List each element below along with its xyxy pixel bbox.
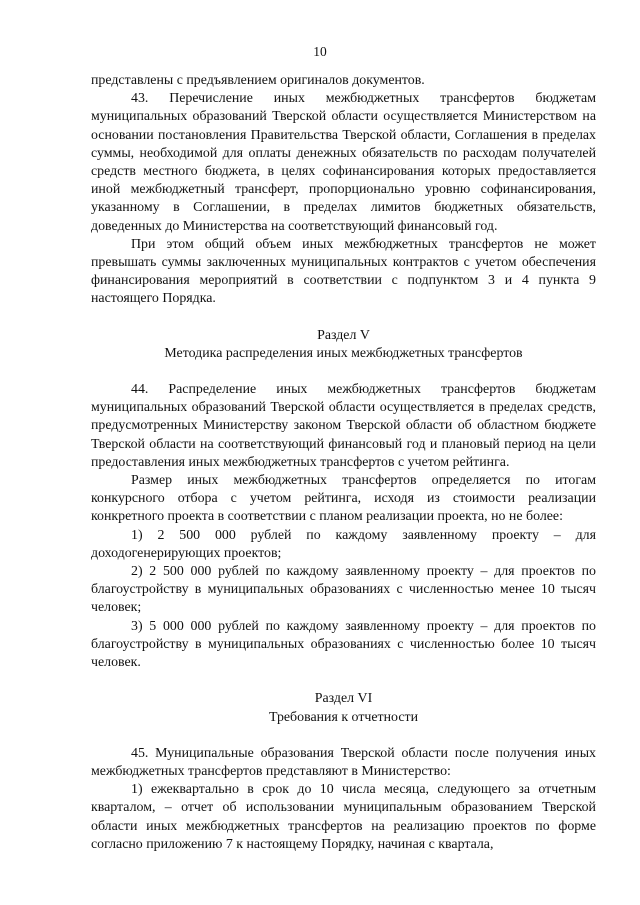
paragraph-45-item-1: 1) ежеквартально в срок до 10 числа месяца, следующего за отчетным кварталом, – отчет об использовании муниципальным образованием Тверской области иных межбюджетных трансфертов на реализацию проектов по форме согласно приложению 7 к настоящему Порядку, начиная с квартала,: [91, 782, 596, 852]
paragraph-44-item-3: 3) 5 000 000 рублей по каждому заявленному проекту – для проектов по благоустройству в муниципальных образованиях с численностью более 10 тысяч человек.: [91, 618, 596, 671]
paragraph-43: 43. Перечисление иных межбюджетных трансфертов бюджетам муниципальных образований Тверской области осуществляется Министерством на основании постановления Правительства Тверской области, Соглашения в пределах суммы, необходимой для оплаты денежных обязательств по расходам получателей средств местного бюджета, в целях софинансирования которых предоставляется иной межбюджетный трансферт, пропорционально уровню софинансирования, указанному в Соглашении, в пределах лимитов бюджетных обязательств, доведенных до Министерства на соответствующий финансовый год.: [91, 91, 596, 234]
paragraph-44-item-1: 1) 2 500 000 рублей по каждому заявленному проекту – для доходогенерирующих проектов;: [91, 527, 596, 561]
document-body: [91, 72, 596, 854]
paragraph-44-size: Размер иных межбюджетных трансфертов определяется по итогам конкурсного отбора с учетом рейтинга, исходя из стоимости реализации конкретного проекта в соответствии с планом реализации проекта, но не более:: [91, 473, 596, 525]
section-6-subtitle: Требования к отчетности: [268, 709, 419, 725]
page-number: 10: [313, 44, 327, 59]
section-5-subtitle: Методика распределения иных межбюджетных трансфертов: [164, 345, 523, 361]
paragraph-44-item-2: 2) 2 500 000 рублей по каждому заявленному проекту – для проектов по благоустройству в муниципальных образованиях с численностью менее 10 тысяч человек;: [91, 564, 596, 616]
section-6-title: Раздел VI: [314, 691, 373, 707]
paragraph-44: 44. Распределение иных межбюджетных трансфертов бюджетам муниципальных образований Тверской области осуществляется в пределах средств, предусмотренных Министерству законом Тверской области об областном бюджете Тверской области на соответствующий финансовый год и плановый период на цели предоставления иных межбюджетных трансфертов с учетом рейтинга.: [91, 382, 596, 470]
section-5-title: Раздел V: [317, 327, 370, 343]
paragraph-continuation: представлены с предъявлением оригиналов документов.: [91, 73, 425, 88]
paragraph-43-limit: При этом общий объем иных межбюджетных трансфертов не может превышать суммы заключенных муниципальных контрактов с учетом обеспечения финансирования мероприятий в соответствии с подпунктом 3 и 4 пункта 9 настоящего Порядка.: [91, 236, 596, 307]
paragraph-45: 45. Муниципальные образования Тверской области после получения иных межбюджетных трансфертов представляют в Министерство:: [91, 745, 596, 779]
